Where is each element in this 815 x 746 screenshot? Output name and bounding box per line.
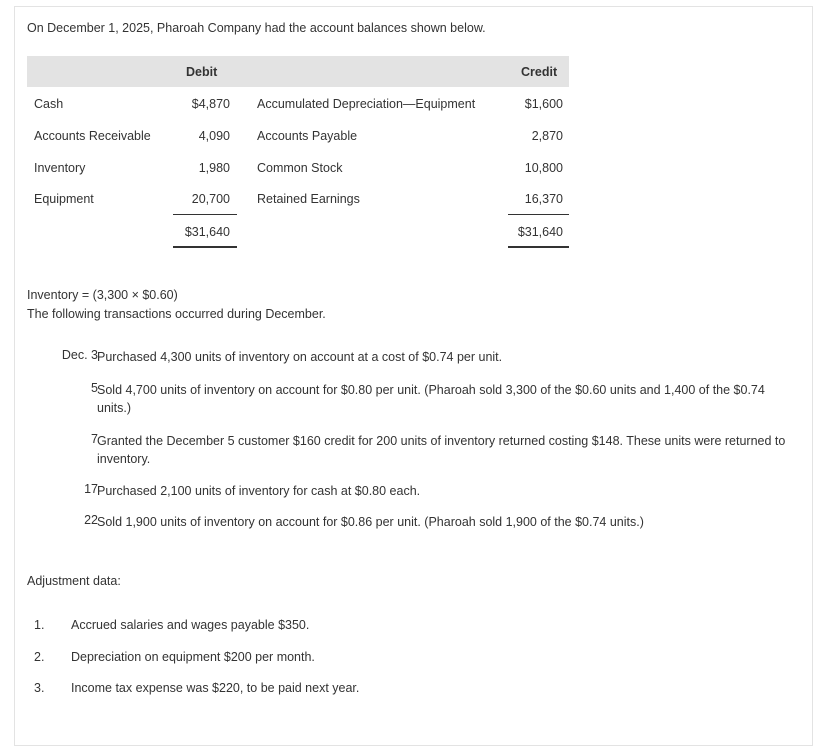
adjustment-text: Depreciation on equipment $200 per month. <box>71 650 315 664</box>
trial-balance-header <box>27 56 569 87</box>
intro-text: On December 1, 2025, Pharoah Company had the account balances shown below. <box>27 21 486 35</box>
transaction-date: 17 <box>84 482 98 496</box>
credit-column-header: Credit <box>521 65 558 79</box>
debit-account: Accounts Receivable <box>34 129 151 143</box>
credit-account: Retained Earnings <box>257 192 360 206</box>
debit-account: Equipment <box>34 192 94 206</box>
trial-balance-totals <box>27 225 569 245</box>
adjustment-number: 2. <box>34 650 45 664</box>
debit-total-rule <box>173 246 237 248</box>
transaction-text: Sold 1,900 units of inventory on account for $0.86 per unit. (Pharoah sold 1,900 of the $0.74 units.) <box>97 515 644 529</box>
adjustment-text: Income tax expense was $220, to be paid next year. <box>71 681 360 695</box>
credit-account: Common Stock <box>257 161 343 175</box>
credit-account: Accounts Payable <box>257 129 358 143</box>
credit-amount: 10,800 <box>524 161 563 175</box>
transactions-intro: The following transactions occurred during December. <box>27 307 326 321</box>
credit-amount: 16,370 <box>524 192 563 206</box>
credit-account: Accumulated Depreciation—Equipment <box>257 97 476 111</box>
transaction-date: Dec. 3 <box>61 348 98 362</box>
transaction-text: Purchased 4,300 units of inventory on account at a cost of $0.74 per unit. <box>97 350 503 364</box>
debit-amount: 4,090 <box>198 129 230 143</box>
debit-subtotal-rule <box>173 214 237 215</box>
trial-balance-row <box>27 161 569 181</box>
debit-total: $31,640 <box>184 225 230 239</box>
credit-amount: $1,600 <box>524 97 563 111</box>
inventory-calc-note: Inventory = (3,300 × $0.60) <box>27 288 178 302</box>
adjustment-data-title: Adjustment data: <box>27 574 121 588</box>
adjustment-text: Accrued salaries and wages payable $350. <box>71 618 310 632</box>
debit-column-header: Debit <box>186 65 218 79</box>
debit-amount: 20,700 <box>191 192 230 206</box>
credit-subtotal-rule <box>508 214 569 215</box>
adjustment-number: 1. <box>34 618 45 632</box>
debit-amount: $4,870 <box>191 97 230 111</box>
problem-frame <box>14 6 813 746</box>
trial-balance-row <box>27 192 569 212</box>
transaction-date: 22 <box>84 513 98 527</box>
debit-account: Inventory <box>34 161 86 175</box>
debit-amount: 1,980 <box>198 161 230 175</box>
trial-balance-row <box>27 97 569 117</box>
transaction-text: Granted the December 5 customer $160 credit for 200 units of inventory returned costing $148. These units were returned to inventory. <box>97 434 786 466</box>
transaction-text: Sold 4,700 units of inventory on account for $0.80 per unit. (Pharoah sold 3,300 of the $0.60 units and 1,400 of the $0.74 units.) <box>97 383 765 415</box>
debit-account: Cash <box>34 97 64 111</box>
adjustment-number: 3. <box>34 681 45 695</box>
transaction-date: 7 <box>91 432 98 446</box>
credit-amount: 2,870 <box>531 129 563 143</box>
transaction-date: 5 <box>91 381 98 395</box>
transaction-text: Purchased 2,100 units of inventory for cash at $0.80 each. <box>97 484 421 498</box>
trial-balance-row <box>27 129 569 149</box>
credit-total-rule <box>508 246 569 248</box>
credit-total: $31,640 <box>517 225 563 239</box>
